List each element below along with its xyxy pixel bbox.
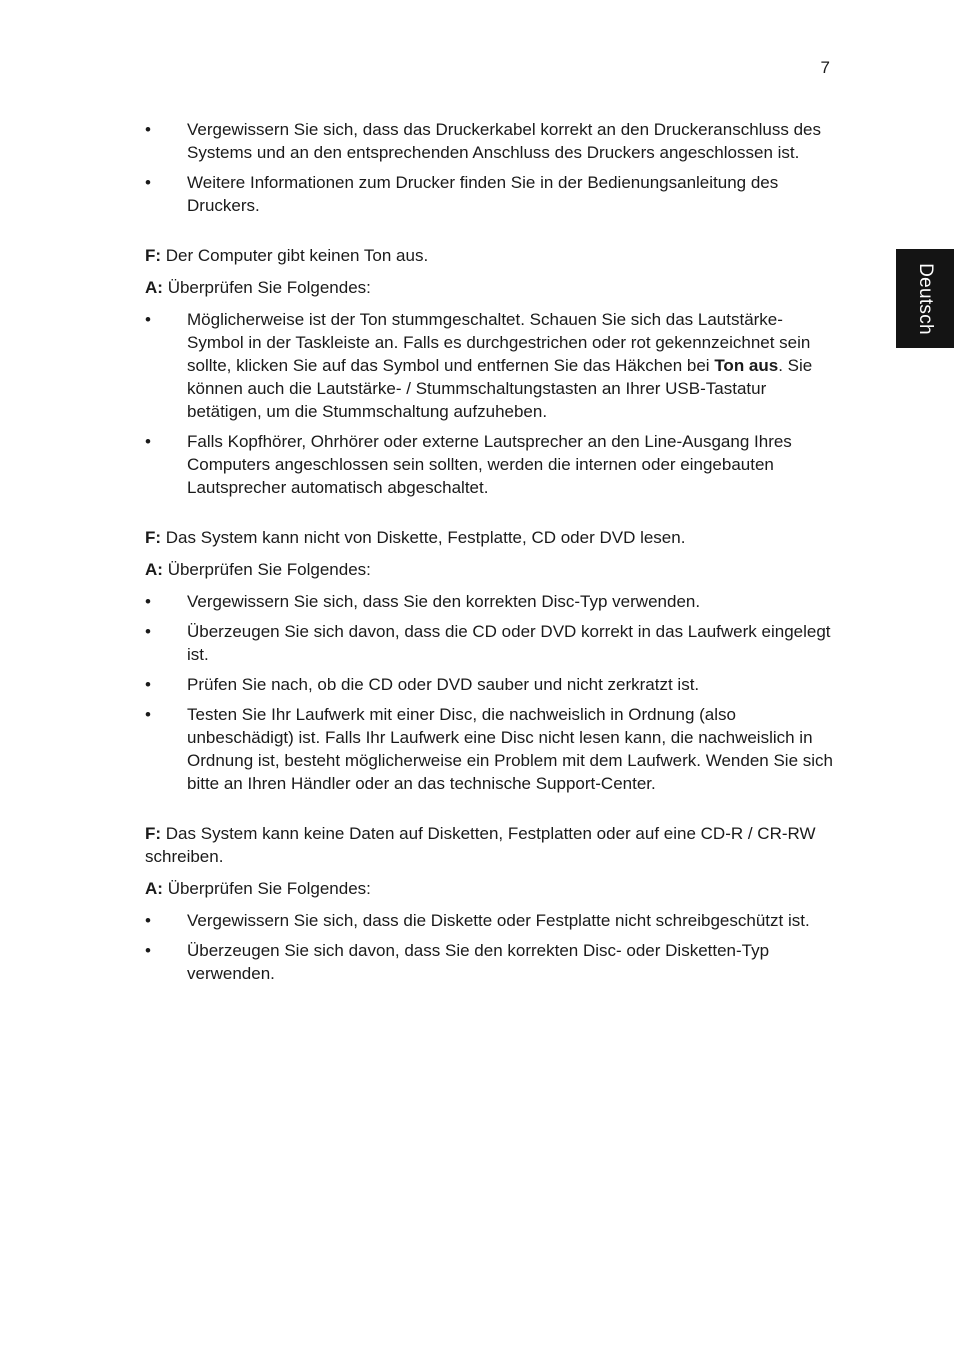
question-label: F: [145,528,162,547]
list-item: • Testen Sie Ihr Laufwerk mit einer Disc, die nachweislich in Ordnung (also unbeschädigt) ist. Falls Ihr Laufwerk eine Disc nicht lesen kann, die nachweislich in Ordnung ist, besteht möglicherweise ein Problem mit dem Laufwerk. Wenden Sie sich bitte an Ihren Händler oder an das technische Support-Center. [145,703,835,795]
answer [145,276,835,299]
list-item: • Vergewissern Sie sich, dass das Druckerkabel korrekt an den Druckeranschluss des Systems und an den entsprechenden Anschluss des Druckers angeschlossen ist. [145,118,835,164]
list-item-text: Möglicherweise ist der Ton stummgeschaltet. Schauen Sie sich das Lautstärke-Symbol in der Taskleiste an. Falls es durchgestrichen oder rot gekennzeichnet sein sollte, klicken Sie auf das Symbol und entfernen Sie das Häkchen bei [187,310,811,375]
list-item: • Überzeugen Sie sich davon, dass Sie den korrekten Disc- oder Disketten-Typ verwenden. [145,939,835,985]
question [145,526,835,549]
language-tab [896,249,954,348]
page-number: 7 [820,58,830,77]
faq-section-cannot-write [145,822,835,985]
language-tab-label: Deutsch [915,262,936,335]
list-item: • Vergewissern Sie sich, dass Sie den korrekten Disc-Typ verwenden. [145,590,835,613]
list-item [145,308,835,423]
answer-text: Überprüfen Sie Folgendes: [167,278,371,297]
answer-text: Überprüfen Sie Folgendes: [167,560,371,579]
faq-section-cannot-read [145,526,835,795]
document-body [145,118,835,992]
question-label: F: [145,246,162,265]
answer-bullet-list [145,308,835,499]
faq-section-no-sound [145,244,835,499]
answer-bullet-list [145,590,835,795]
question [145,822,835,868]
list-item-text: . Sie können auch die Lautstärke- / Stummschaltungstasten an Ihrer USB-Tastatur betätigen, um die Stummschaltung aufzuheben. [187,356,813,421]
answer-label: A: [145,278,163,297]
question-text: Der Computer gibt keinen Ton aus. [165,246,429,265]
ui-term-ton-aus: Ton aus [714,356,779,375]
list-item: • Weitere Informationen zum Drucker finden Sie in der Bedienungsanleitung des Druckers. [145,171,835,217]
question-text: Das System kann nicht von Diskette, Festplatte, CD oder DVD lesen. [165,528,686,547]
intro-bullet-list [145,118,835,217]
question [145,244,835,267]
answer-text: Überprüfen Sie Folgendes: [167,879,371,898]
question-label: F: [145,824,162,843]
answer-label: A: [145,879,163,898]
list-item: • Überzeugen Sie sich davon, dass die CD oder DVD korrekt in das Laufwerk eingelegt ist. [145,620,835,666]
answer-bullet-list [145,909,835,985]
list-item: • Vergewissern Sie sich, dass die Diskette oder Festplatte nicht schreibgeschützt ist. [145,909,835,932]
answer-label: A: [145,560,163,579]
question-text: Das System kann keine Daten auf Disketten, Festplatten oder auf eine CD-R / CR-RW schreiben. [145,824,816,866]
answer [145,877,835,900]
list-item: • Prüfen Sie nach, ob die CD oder DVD sauber und nicht zerkratzt ist. [145,673,835,696]
answer [145,558,835,581]
list-item: • Falls Kopfhörer, Ohrhörer oder externe Lautsprecher an den Line-Ausgang Ihres Computers angeschlossen sein sollten, werden die internen oder eingebauten Lautsprecher automatisch abgeschaltet. [145,430,835,499]
